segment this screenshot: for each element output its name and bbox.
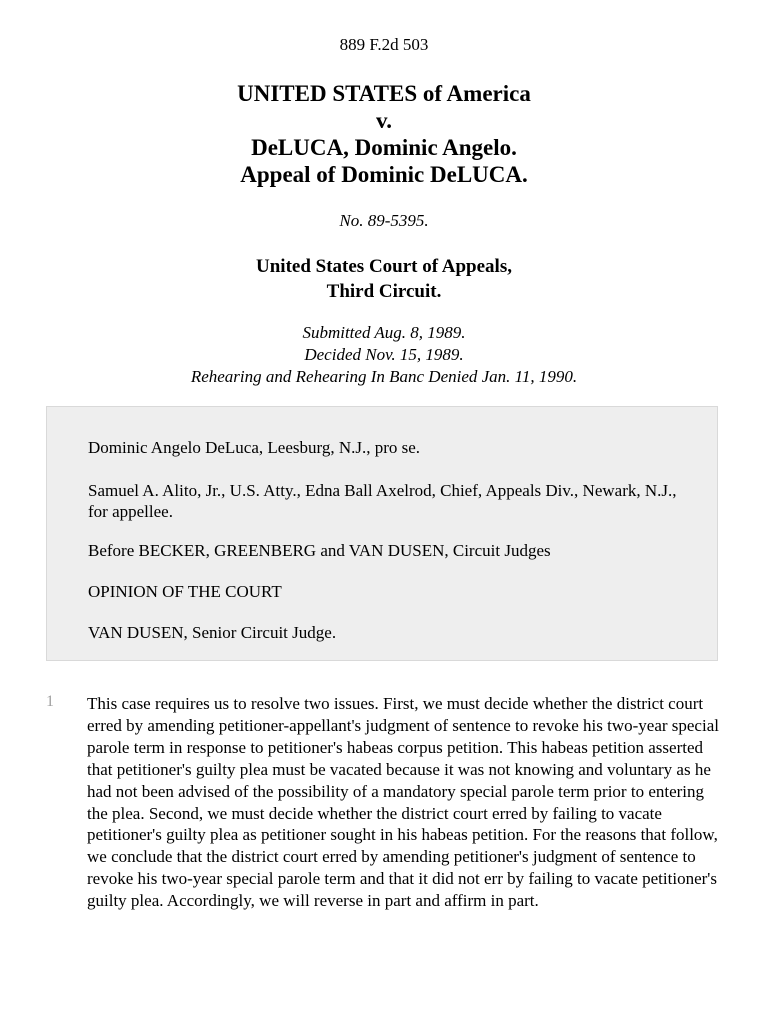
court-name [0,254,768,304]
appellant-counsel: Dominic Angelo DeLuca, Leesburg, N.J., pro se. [88,438,421,457]
caption-line-plaintiff: UNITED STATES of America [237,81,531,106]
counsel-panel [46,406,718,661]
docket-number: No. 89-5395. [339,211,429,230]
opinion-author: VAN DUSEN, Senior Circuit Judge. [88,623,337,642]
opinion-paragraph: This case requires us to resolve two issues. First, we must decide whether the district court erred by amending petitioner-appellant's judgment of sentence to revoke his two-year special parole term in response to petitioner's habeas corpus petition. This habeas petition asserted that petitioner's guilty plea must be vacated because it was not knowing and voluntary as he had not been advised of the possibility of a mandatory special parole term prior to entering the plea. Second, we must decide whether the district court erred by failing to vacate petitioner's guilty plea as petitioner sought in his habeas petition. For the reasons that follow, we conclude that the district court erred by amending petitioner's judgment of sentence to revoke his two-year special parole term and that it did not err by failing to vacate petitioner's guilty plea. Accordingly, we will reverse in part and affirm in part. [87,694,719,911]
court-name-line: United States Court of Appeals, [256,256,512,277]
opinion-heading: OPINION OF THE COURT [88,582,282,601]
decided-date: Decided Nov. 15, 1989. [304,345,464,364]
caption-line-defendant: DeLUCA, Dominic Angelo. [251,135,517,160]
case-dates [0,322,768,388]
paragraph-number: 1 [46,693,54,710]
judges-panel: Before BECKER, GREENBERG and VAN DUSEN, Circuit Judges [88,541,551,560]
appellee-counsel: Samuel A. Alito, Jr., U.S. Atty., Edna Ball Axelrod, Chief, Appeals Div., Newark, N.J., for appellee. [88,481,677,521]
court-circuit-line: Third Circuit. [326,281,442,302]
submitted-date: Submitted Aug. 8, 1989. [302,323,466,342]
case-caption [0,80,768,188]
caption-line-versus: v. [376,108,392,133]
case-citation: 889 F.2d 503 [339,35,429,54]
rehearing-date: Rehearing and Rehearing In Banc Denied Jan. 11, 1990. [190,367,578,386]
caption-line-appeal: Appeal of Dominic DeLUCA. [240,162,528,187]
